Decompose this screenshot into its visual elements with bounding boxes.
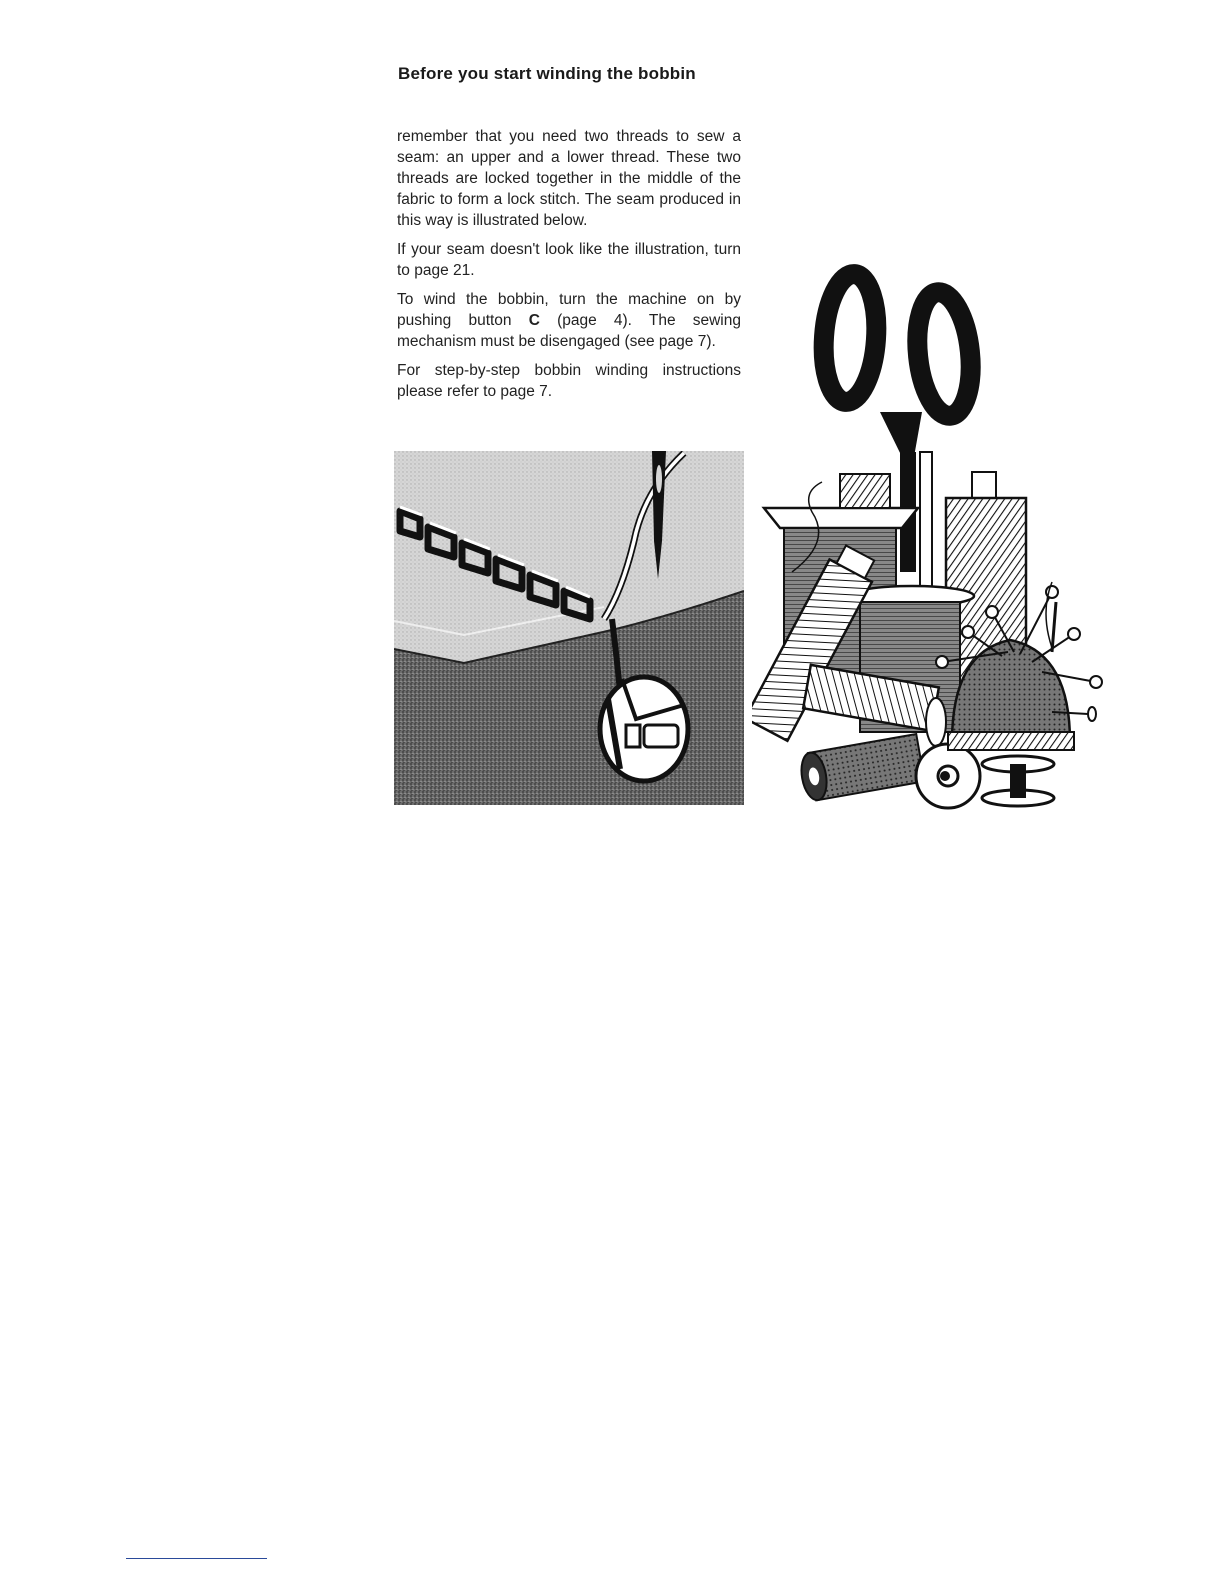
lock-stitch-seam-illustration <box>394 451 744 805</box>
paragraph-wind-bobbin-pre: To wind the bobbin, turn the machine on by pushing button <box>397 291 741 329</box>
paragraph-wind-bobbin <box>397 289 741 352</box>
sewing-tools-illustration <box>752 252 1112 814</box>
page-heading: Before you start winding the bobbin <box>398 64 696 83</box>
paragraph-instructions-ref: For step-by-step bobbin winding instructions please refer to page 7. <box>397 362 741 400</box>
body-text <box>397 126 741 410</box>
paragraph-wind-bobbin-post: (page 4). The sewing mechanism must be disengaged (see page 7). <box>397 312 741 350</box>
footnote-rule <box>126 1558 267 1559</box>
paragraph-page-ref: If your seam doesn't look like the illustration, turn to page 21. <box>397 241 741 279</box>
button-c-label: C <box>528 312 540 329</box>
paragraph-intro: remember that you need two threads to sew a seam: an upper and a lower thread. These two threads are locked together in the middle of the fabric to form a lock stitch. The seam produced in this way is illustrated below. <box>397 128 741 229</box>
